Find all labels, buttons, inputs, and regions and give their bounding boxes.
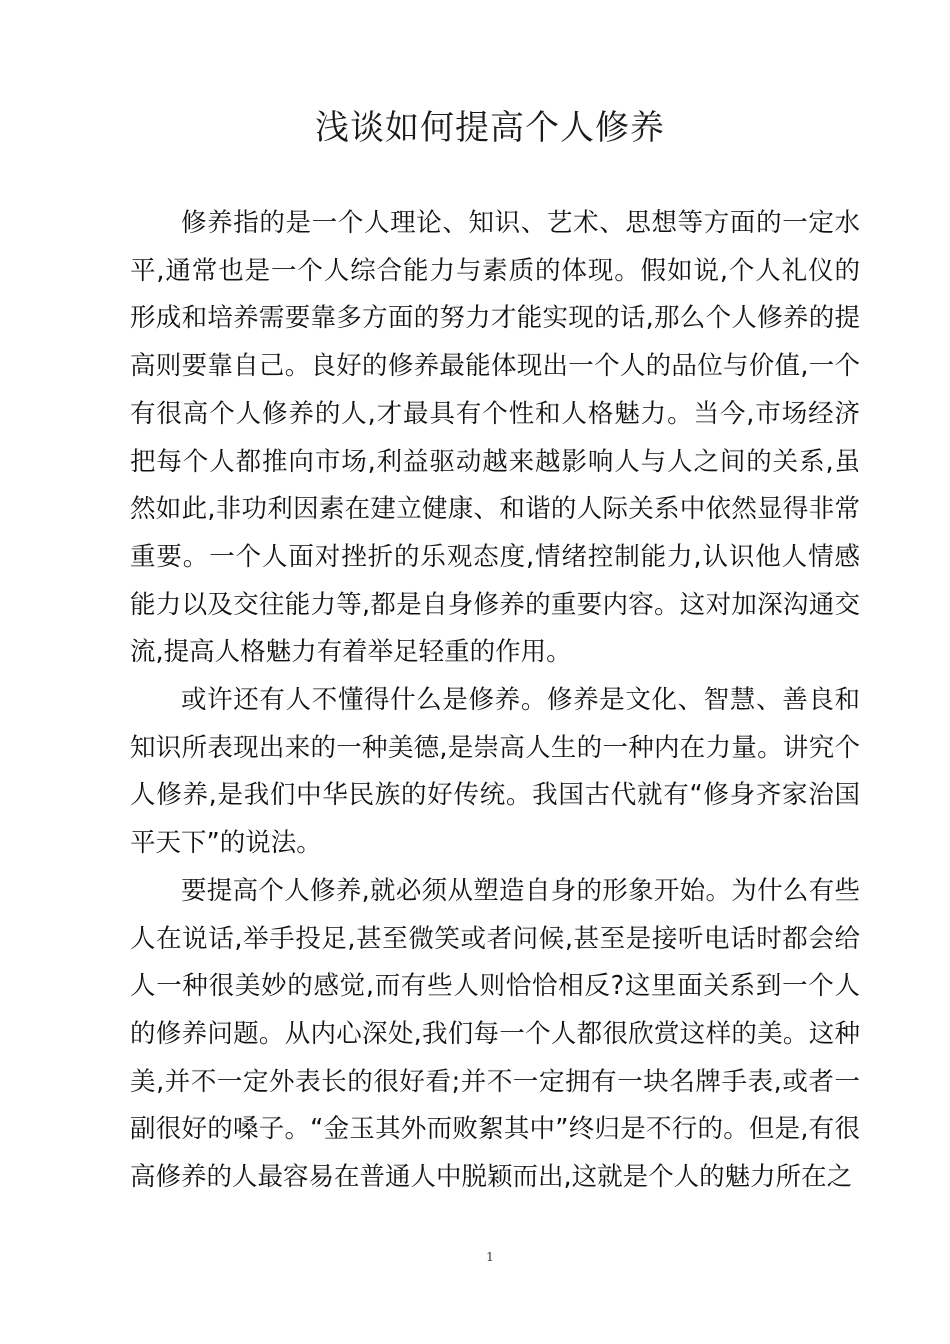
document-body: [130, 200, 860, 1202]
paragraph: 或许还有人不懂得什么是修养。修养是文化、智慧、善良和知识所表现出来的一种美德,是崇高人生的一种内在力量。讲究个人修养,是我们中华民族的好传统。我国古代就有“修身齐家治国平天下”的说法。: [130, 685, 860, 859]
paragraph: 要提高个人修养,就必须从塑造自身的形象开始。为什么有些人在说话,举手投足,甚至微笑或者问候,甚至是接听电话时都会给人一种很美妙的感觉,而有些人则恰恰相反?这里面关系到一个人的修养问题。从内心深处,我们每一个人都很欣赏这样的美。这种美,并不一定外表长的很好看;并不一定拥有一块名牌手表,或者一副很好的嗓子。“金玉其外而败絮其中”终归是不行的。但是,有很高修养的人最容易在普通人中脱颖而出,这就是个人的魅力所在之: [130, 875, 860, 1193]
page-number: 1: [486, 1250, 494, 1264]
document-title: 浅谈如何提高个人修养: [315, 108, 665, 148]
paragraph: 修养指的是一个人理论、知识、艺术、思想等方面的一定水平,通常也是一个人综合能力与素质的体现。假如说,个人礼仪的形成和培养需要靠多方面的努力才能实现的话,那么个人修养的提高则要靠自己。良好的修养最能体现出一个人的品位与价值,一个有很高个人修养的人,才最具有个性和人格魅力。当今,市场经济把每个人都推向市场,利益驱动越来越影响人与人之间的关系,虽然如此,非功利因素在建立健康、和谐的人际关系中依然显得非常重要。一个人面对挫折的乐观态度,情绪控制能力,认识他人情感能力以及交往能力等,都是自身修养的重要内容。这对加深沟通交流,提高人格魅力有着举足轻重的作用。: [130, 208, 860, 668]
